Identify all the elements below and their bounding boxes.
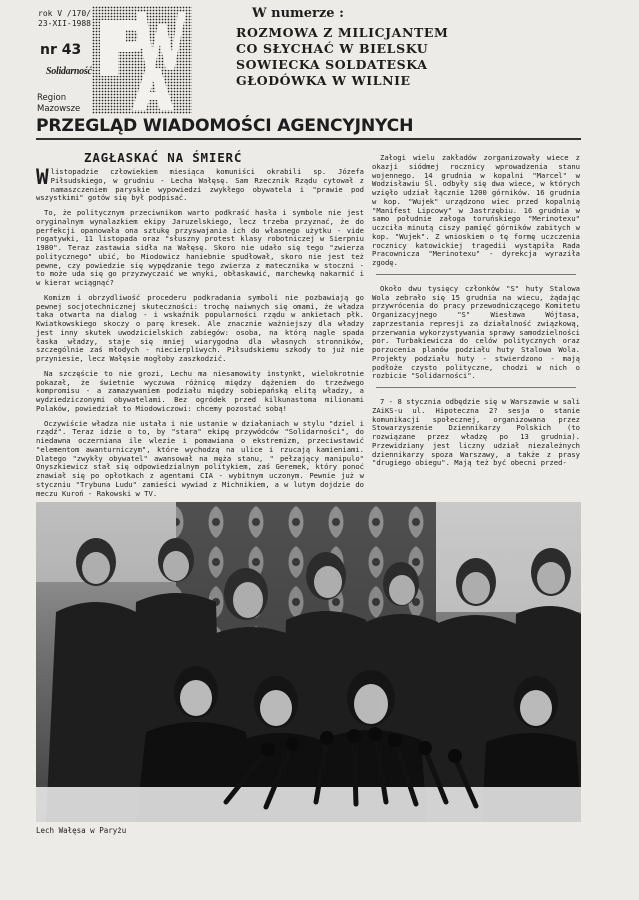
masthead-title: PRZEGLĄD WIADOMOŚCI AGENCYJNYCH bbox=[36, 116, 414, 136]
news-paragraph: 7 - 8 stycznia odbędzie się w Warszawie w sali ZAiKS-u ul. Hipoteczna 2? sesja o stanie komunikacji społecznej, organizowana przez Stowarzyszenie Dziennikarzy Polskich (to rozwiązane przez władzę po 13 grudnia). Przewidziany jest liczny udział niezależnych dziennikarzy spoza Warszawy, a także z prasy "drugiego obiegu". Mają też być obecni przed- bbox=[372, 397, 580, 468]
solidarnosc-logo: Solidarność bbox=[46, 66, 92, 77]
contents-title: W numerze : bbox=[252, 6, 344, 21]
article-paragraph: Na szczęście to nie grozi, Lechu ma niesamowity instynkt, wielokrotnie pokazał, że świetnie wyczuwa różnicę między dążeniem do trzeźwego kompromisu - a zamazywaniem podziału między sobiepańską elitą władzy, a wydziedziczonymi obywatelami. Bez ogródek przed kilkunastoma milionami Polaków, powiedział to Miodowiczowi: chcemy pozostać sobą! bbox=[36, 368, 364, 413]
article-paragraph: To, że politycznym przeciwnikom warto podkraść hasła i symbole nie jest oryginalnym wynalazkiem ekipy Jaruzelskiego, lecz trzeba przyznać, że do perfekcji opanowała ona sztukę przyswajania ich do własnego użytku - vide rogatywki, 11 listopada oraz "słuszny protest klasy robotniczej w Sierpniu 1980". Teraz zastawia sidła na Wałęsę. Skoro nie udało się tego "zwierza politycznego" ubić, bo Miodowicz haniebnie spudłował, skoro nie jest też pewne, czy powiedzie się wypędzanie tego zwierza z matecznika w stoczni - to może uda się go przyzwyczaić we wnyki, obłaskawić, marchewką nakarmić i w kieraт wciągnąć? bbox=[36, 208, 364, 287]
article-paragraph: Oczywiście władza nie ustała i nie ustanie w działaniach w stylu "dziel i rządź". Teraz idzie o to, by "stara" ekipę przywódców "Solidarności", do niedawna oczerniana ile wlezie i pomawiana o ekstremizm, przeciwstawić "elementom awanturniczym", które wychodzą na ulice i rzucają kamieniami. Dlatego "zwykły obywatel" awansował na męża stanu, " pełzający manipulo" Onyszkiewicz stał się odpowiedzialnym politykiem, zaś Geremek, który ponoć znawiał się po opłotkach z agentami CIA - wybitnym uczonym. Pewnie już w styczniu "Trybuna Ludu" zamieści wywiad z Michnikiem, a w lutym dojdzie do meczu Kuroń - Rakowski w TV. bbox=[36, 418, 364, 498]
photo-caption: Lech Wałęsa w Paryżu bbox=[36, 826, 127, 835]
contents-item: SOWIECKA SOLDATESKA bbox=[236, 57, 428, 72]
article-paragraph: Komizm i obrzydliwość procederu podkradania symboli nie pozbawiają go pewnej socjotechnicznej skuteczności: trochę naiwnych się omami, że władza taka otwarta na dialog - i wskaźnik popularności rządu w ankietach płk. Kwiatkowskiego skoczy o parę kresek. Ale znacznie ważniejszy dla władzy jest inny skutek uwodzicielskich zabiegów: osoba, na którą nagle spada łaska władzy, staje się mniej wiarygodna dla własnych stronników, szczególnie zaś młodych - niecierpliwych. Piłsudskiemu szkody to już nie przyniesie, lecz Wałęsie mogłoby zaszkodzić. bbox=[36, 292, 364, 363]
news-paragraph: Załogi wielu zakładów zorganizowały wiece z okazji siódmej rocznicy wprowadzenia stanu wojennego. 14 grudnia w kopalni "Marcel" w Wodzisławiu Śl. odbyły się dwa wiece, w których wzięło udział łącznie 1200 górników. 16 grudnia w kop. "Wujek" urządzono wiec przed kopalnią "Manifest Lipcowy" w Jastrzębiu. 16 grudnia w samo południe załoga toruńskiego "Merinotexu" uczciła minutą ciszy pamięć górników zabitych w kop. "Wujek". Z wnioskiem o tę formę uczczenia rocznicy katowickiej tragedii wystąpiła Rada Pracownicza "Merinotexu" - dyrekcja wyraziła zgodę. bbox=[372, 153, 580, 267]
table-of-contents bbox=[236, 6, 616, 89]
issue-number: nr 43 bbox=[40, 42, 82, 58]
issue-info bbox=[38, 9, 91, 29]
news-divider bbox=[376, 274, 576, 275]
article-paragraph: Wlistopadzie człowiekiem miesiąca komuniści okrabili sp. Józefa Piłsudskiego, w grudniu - Lecha Wałęsę. Sam Rzecznik Rządu cytował z namaszczeniem paryskie wypowiedzi zwykłego obywatela i "prawie pod wszystkimi" gotów się był podpisać. bbox=[36, 165, 364, 203]
news-divider bbox=[376, 387, 576, 388]
region-label bbox=[37, 93, 80, 115]
news-right-column bbox=[372, 154, 580, 474]
article-left-column bbox=[36, 165, 364, 519]
issue-year: rok V /170/ bbox=[38, 9, 91, 18]
contents-item: ROZMOWA Z MILICJANTEM bbox=[236, 25, 449, 40]
news-paragraph: Około dwu tysięcy członków "S" huty Stalowa Wola zebrało się 15 grudnia na wiecu, żądając przywrócenia do pracy przewodniczącego Komitetu Organizacyjnego "S" Wiesława Wójtasa, zaprzestania represji za działalność związkową, przerwania wykorzystywania sprawy samodzielności por. Turbakiewicza do celów politycznych oraz porzucenia planów podziału huty Stalowa Wola. Projekty podziału huty - stwierdzono - mają podłoże czysto polityczne, chodzi w nich o rozbicie "Solidarności". bbox=[372, 283, 580, 381]
region-line-2: Mazowsze bbox=[37, 104, 81, 114]
contents-item: GŁODÓWKA W WILNIE bbox=[236, 73, 411, 88]
pwa-logo bbox=[92, 6, 192, 114]
issue-date: 23-XII-1988 bbox=[38, 19, 91, 28]
contents-item: CO SŁYCHAĆ W BIELSKU bbox=[236, 41, 429, 56]
masthead-rule bbox=[36, 138, 581, 140]
press-photo bbox=[36, 502, 581, 822]
article-title: ZAGŁASKAĆ NA ŚMIERĆ bbox=[84, 150, 243, 165]
region-line-1: Region bbox=[37, 93, 67, 103]
